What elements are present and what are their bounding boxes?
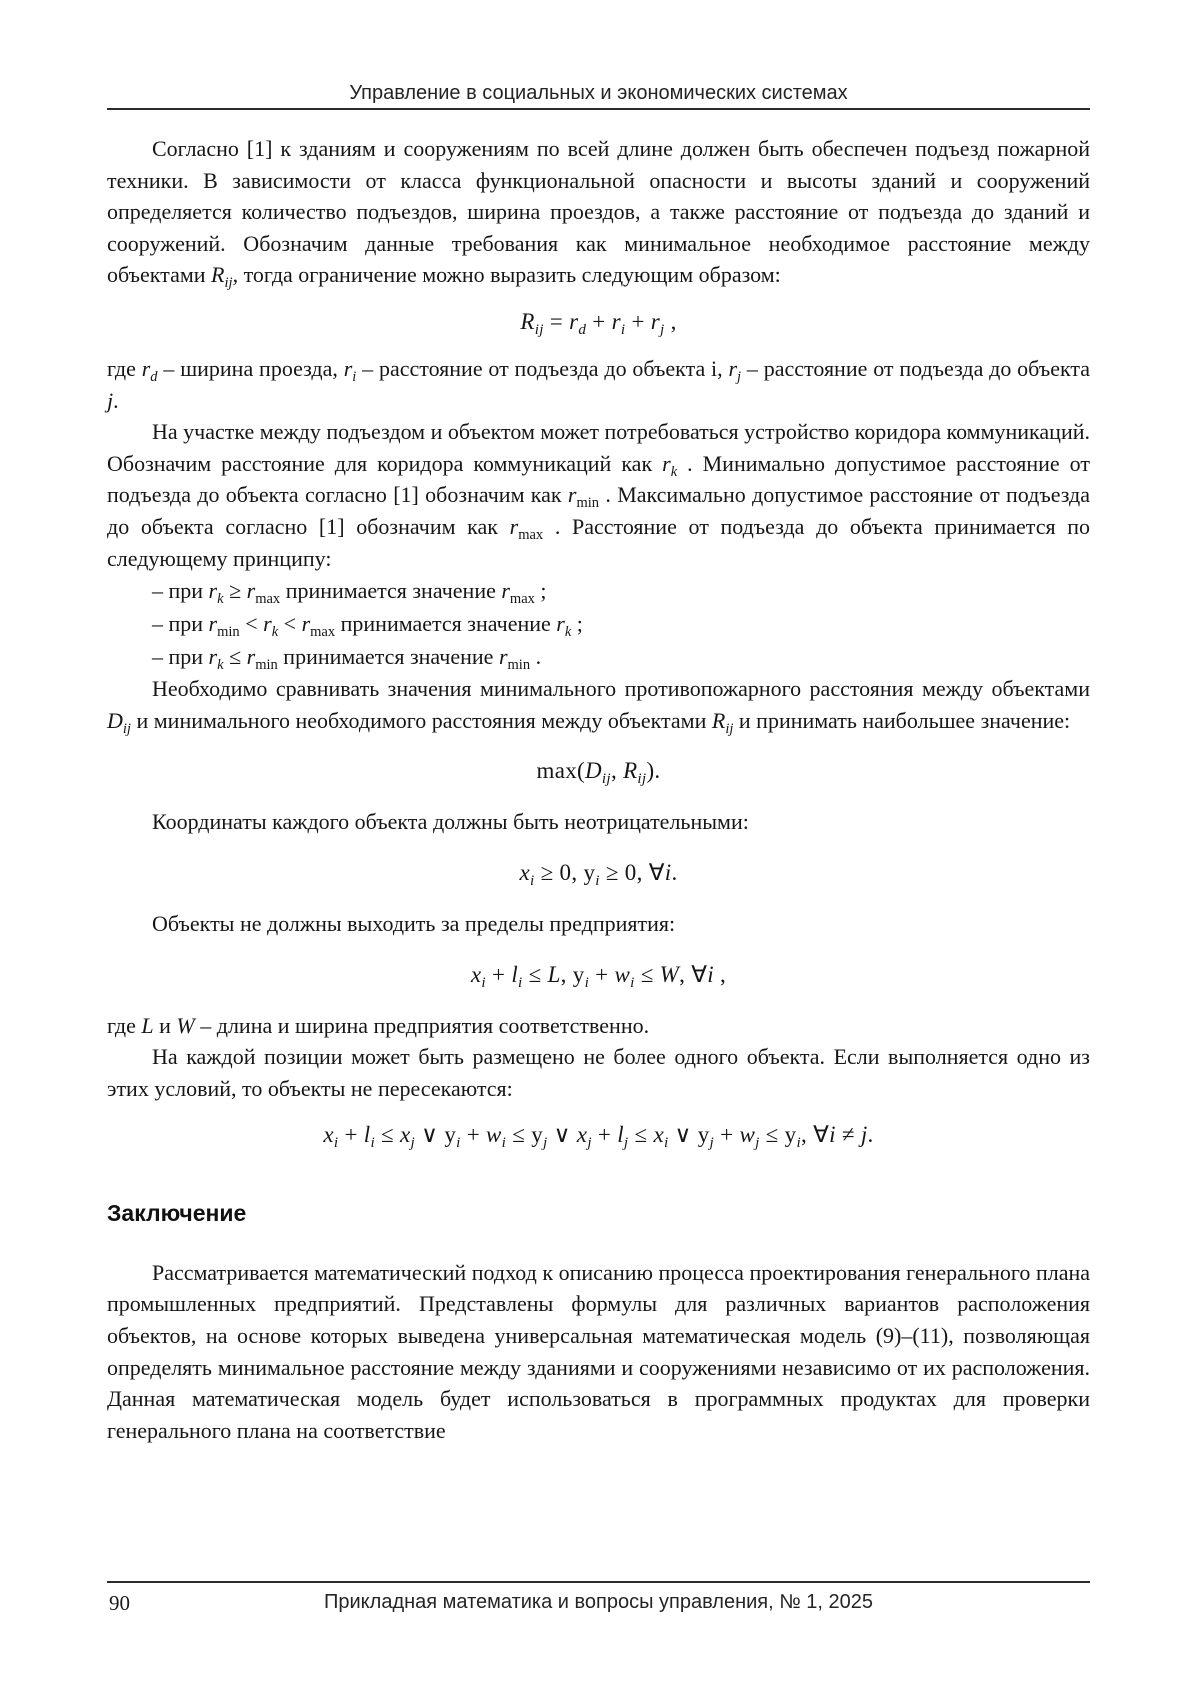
paragraph-intro: Согласно [1] к зданиям и сооружениям по всей длине должен быть обеспечен подъезд пожарной техники. В зависимости от класса функциональной опасности и высоты зданий и сооружений определяется количество подъездов, ширина проездов, а также расстояние от подъезда до зданий и сооружений. Обозначим данные требования как минимальное необходимое расстояние между объектами $R_{ij}$, тогда ограничение можно выразить следующим образом: (107, 136, 1090, 292)
list-item-rmin-rk-rmax: – при $r_{min} < r_k < r_{max}$ принимается значение $r_k$ ; (152, 611, 583, 641)
paragraph-length-width: где L и W – длина и ширина предприятия соответственно. (107, 1012, 650, 1038)
paragraph-compare: Необходимо сравнивать значения минимального противопожарного расстояния между объектами $D_{ij}$ и минимального необходимого расстояния между объектами $R_{ij}$ и принимать наибольшее значение: (107, 676, 1090, 737)
formula-min-distance: $R_{ij} = r_d + r_i + r_j$ , (520, 308, 677, 338)
paragraph-coordinates: Координаты каждого объекта должны быть неотрицательными: (152, 809, 749, 835)
list-item-rk-le-rmin: – при $r_k \le r_{min}$ принимается значение $r_{min}$ . (152, 644, 542, 674)
formula-max-choice: $\max(D_{ij}$, $R_{ij}$). (536, 758, 661, 788)
page-footer (107, 1581, 1090, 1614)
paragraph-position: На каждой позиции может быть размещено не более одного объекта. Если выполняется одно из этих условий, то объекты не пересекаются: (107, 1044, 1090, 1101)
page-body (107, 133, 1090, 1446)
paragraph-bounds: Объекты не должны выходить за пределы предприятия: (152, 910, 676, 936)
paragraph-conclusion: Рассматривается математический подход к описанию процесса проектирования генерального плана промышленных предприятий. Представлены формулы для различных вариантов расположения объектов, на основе которых выведена универсальная математическая модель (9)–(11), позволяющая определять минимальное расстояние между зданиями и сооружениями независимо от их расположения. Данная математическая модель будет использоваться в программных продуктах для проверки генерального плана на соответствие (107, 1259, 1090, 1443)
list-item-rk-ge-rmax: – при $r_k \ge r_{max}$ принимается значение $r_{max}$ ; (152, 578, 547, 608)
journal-title: Прикладная математика и вопросы управления, № 1, 2025 (324, 1591, 873, 1613)
formula-nonnegative: $x_i \ge 0$, $y_i \ge 0$, ∀i. (519, 859, 678, 889)
formula-bounds: $x_i + l_i \le L$, $y_i + w_i \le W$, ∀i , (470, 961, 727, 991)
conclusion-heading: Заключение (107, 1200, 247, 1227)
formula-no-overlap: $x_i + l_i \le x_j$ ∨ $y_i + w_i \le y_j$ ∨ $x_j + l_j \le x_i$ ∨ $y_j + w_j \le y_i$, ∀i ≠ j. (323, 1122, 874, 1152)
paragraph-where-r: где $r_d$ – ширина проезда, $r_i$ – расстояние от подъезда до объекта i, $r_j$ – расстояние от подъезда до объекта j. (107, 355, 1091, 413)
paragraph-corridor: На участке между подъездом и объектом может потребоваться устройство коридора коммуникаций. Обозначим расстояние для коридора коммуникаций как $r_k$ . Минимально допустимое расстояние от подъезда до объекта согласно [1] обозначим как $r_{min}$ . Максимально допустимое расстояние от подъезда до объекта согласно [1] обозначим как $r_{max}$ . Расстояние от подъезда до объекта принимается по следующему принципу: (107, 419, 1090, 571)
page-header (107, 0, 1090, 110)
running-title: Управление в социальных и экономических системах (349, 82, 848, 104)
page-number: 90 (109, 1591, 130, 1615)
